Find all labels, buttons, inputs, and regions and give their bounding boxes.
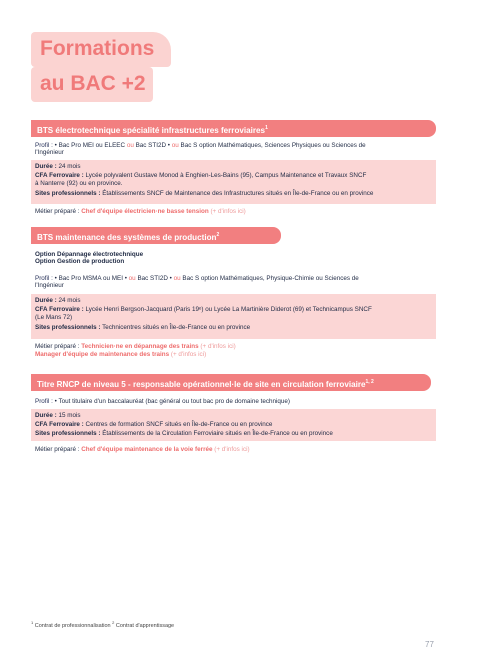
profil-line: Profil : • Tout titulaire d'un baccalauréat (bac général ou tout bac pro de domaine technique) [35, 398, 290, 405]
page-title-line1: Formations [40, 37, 155, 60]
sites-line: Sites professionnels : Technicentres situés en Île-de-France ou en province [35, 324, 251, 331]
metier-line: Métier préparé : Chef d'équipe maintenance de la voie ferrée (+ d'infos ici) [35, 446, 250, 453]
metier-line: Métier préparé : Technicien·ne en dépannage des trains (+ d'infos ici) [35, 343, 236, 350]
duree-line: Durée : 24 mois [35, 297, 81, 304]
metier-link[interactable]: Chef d'équipe maintenance de la voie ferrée [81, 446, 213, 453]
sites-line: Sites professionnels : Établissements SNCF de Maintenance des Infrastructures situés en Île-de-France ou en province [35, 190, 374, 197]
more-info-link[interactable]: (+ d'infos ici) [210, 208, 246, 215]
option-line-2: Option Gestion de production [35, 258, 125, 265]
cfa-line: CFA Ferrovaire : Centres de formation SNCF situés en Île-de-France ou en province [35, 421, 273, 428]
profil-line: Profil : • Bac Pro MEI ou ELEEC ou Bac STI2D • ou Bac S option Mathématiques, Sciences Physiques ou Sciences de [35, 142, 366, 149]
cfa-line: CFA Ferrovaire : Lycée Henri Bergson-Jacquard (Paris 19ᵉ) ou Lycée La Martinière Diderot (69) et Technicampus SNCF [35, 306, 372, 313]
profil-line-2: l'Ingénieur [35, 282, 64, 289]
metier-link-2[interactable]: Manager d'équipe de maintenance des trains [35, 351, 170, 358]
metier-line: Métier préparé : Chef d'équipe électricien·ne basse tension (+ d'infos ici) [35, 208, 246, 215]
page-number: 77 [425, 640, 434, 649]
cfa-line-2: à Nanterre (92) ou en province. [35, 180, 123, 187]
sites-line: Sites professionnels : Établissements de la Circulation Ferroviaire situés en Île-de-France ou en province [35, 430, 333, 437]
profil-line: Profil : • Bac Pro MSMA ou MEI • ou Bac STI2D • ou Bac S option Mathématiques, Physique-Chimie ou Sciences de [35, 275, 359, 282]
more-info-link[interactable]: (+ d'infos ici) [214, 446, 250, 453]
option-line-1: Option Dépannage électrotechnique [35, 251, 144, 258]
section-heading-bts-electrotechnique: BTS électrotechnique spécialité infrastructures ferroviaires$^1$ [31, 120, 436, 137]
footnote: $^1$ Contrat de professionnalisation $^2$ Contrat d'apprentissage [31, 620, 175, 629]
cfa-line: CFA Ferrovaire : Lycée polyvalent Gustave Monod à Enghien-Les-Bains (95), Campus Maintenance et Travaux SNCF [35, 172, 367, 179]
metier-line-2 [35, 351, 435, 358]
duree-line: Durée : 15 mois [35, 412, 81, 419]
more-info-link-2[interactable]: (+ d'infos ici) [170, 351, 207, 358]
metier-link-1[interactable]: Technicien·ne en dépannage des trains [81, 343, 199, 350]
cfa-line-2: (Le Mans 72) [35, 314, 73, 321]
section-heading-titre-rncp: Titre RNCP de niveau 5 - responsable opérationnel·le de site en circulation ferroviaire$^{1, 2}$ [31, 374, 431, 391]
metier-link[interactable]: Chef d'équipe électricien·ne basse tension [81, 208, 209, 215]
profil-line-2: l'Ingénieur [35, 149, 64, 156]
page-title-line2: au BAC +2 [40, 72, 146, 95]
duree-line: Durée : 24 mois [35, 163, 81, 170]
section-heading-bts-maintenance: BTS maintenance des systèmes de production$^2$ [31, 227, 281, 244]
more-info-link-1[interactable]: (+ d'infos ici) [200, 343, 236, 350]
